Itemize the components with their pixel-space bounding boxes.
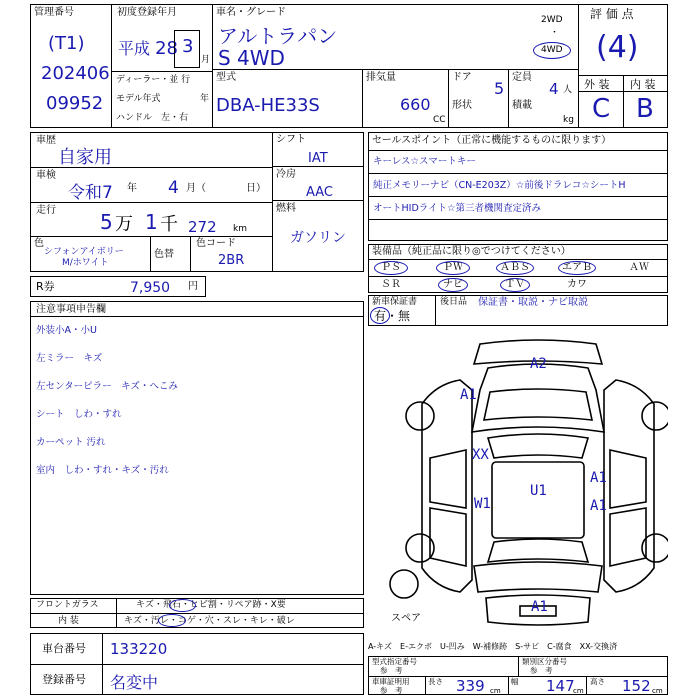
damage-mark-a2: A2 (530, 356, 547, 372)
shift-label: シフト (276, 134, 306, 145)
equip-abs-circle (496, 261, 534, 275)
ac-value: AAC (306, 185, 333, 200)
note-4: シート しわ・すれ (36, 409, 122, 420)
reg-month: 3 (182, 36, 194, 57)
later-items-label: 後日品 (440, 297, 468, 307)
eval-score: (4) (596, 30, 639, 65)
insp-month: 4 (168, 178, 179, 198)
top-section (30, 4, 668, 128)
equip-airbag-circle (558, 261, 596, 275)
mileage-man: 5 (100, 210, 113, 234)
width-value: 147 (546, 677, 575, 695)
first-reg-label: 初度登録年月 (117, 7, 177, 18)
height-label: 高さ (590, 677, 605, 686)
history-value: 自家用 (58, 147, 112, 168)
model-year-label: モデル年式 (116, 94, 161, 104)
eval-label: 評 価 点 (590, 7, 634, 21)
insp-year-unit: 年 (127, 183, 137, 194)
chassis-value: 133220 (110, 640, 168, 658)
height-unit: cm (652, 687, 663, 695)
repaint-label: 色替 (154, 249, 174, 260)
damage-mark-a1-rear: A1 (531, 599, 548, 615)
equip-leather: カワ (567, 279, 587, 290)
recycle-label: R券 (36, 280, 55, 293)
first-reg-value (118, 36, 178, 59)
equip-navi-circle (438, 278, 468, 292)
displacement-value: 660 (400, 95, 431, 114)
door-label: ドア (452, 72, 472, 83)
mgmt-code: (T1) (48, 33, 85, 54)
ext-grade: C (592, 94, 611, 124)
car-diagram (368, 330, 668, 630)
mileage-man-unit: 万 (115, 214, 133, 235)
car-name-label: 車名・グレード (216, 7, 286, 18)
damage-legend: A-キズ E-エクボ U-凹み W-補修跡 S-サビ C-腐食 XX-交換済 (368, 642, 618, 651)
shift-value: IAT (308, 151, 328, 166)
mileage-unit: km (233, 224, 247, 234)
reg-year: 28 (155, 38, 179, 59)
history-label: 車歴 (36, 135, 56, 146)
damage-mark-w1: W1 (474, 496, 491, 512)
color-label: 色 (34, 238, 44, 249)
mgmt-number-label: 管理番号 (34, 7, 74, 18)
era: 平成 (118, 39, 151, 58)
type-value: DBA-HE33S (216, 95, 320, 116)
warranty-no: 無 (398, 309, 411, 323)
color-value-1: シフォンアイボリー (44, 247, 124, 257)
equip-pw-circle (436, 261, 470, 275)
equip-ps: ＰＳ (381, 262, 401, 273)
insp-day-unit: 日） (246, 183, 266, 194)
note-6: 室内 しわ・すれ・キズ・汚れ (36, 465, 169, 476)
displacement-label: 排気量 (366, 72, 396, 83)
recycle-unit: 円 (188, 281, 198, 292)
displacement-unit: CC (433, 115, 446, 125)
cert-ref: 参 考 (380, 686, 403, 695)
dealer-label: ディーラー・並 行 (116, 75, 191, 85)
damage-mark-u1: U1 (530, 483, 547, 499)
sales-point-2: 純正メモリーナビ（CN-E203Z）☆前後ドラレコ☆シートH (373, 180, 626, 191)
equip-ps-circle (374, 261, 408, 275)
drive-4wd-circle (533, 42, 571, 59)
reg-number-label: 登録番号 (42, 673, 86, 686)
capacity-value: 4 (549, 80, 559, 98)
drive-2wd: 2WD (541, 15, 563, 25)
type-designation-label: 型式指定番号 (372, 657, 417, 666)
equip-tv-circle (500, 278, 530, 292)
recycle-box (30, 276, 206, 297)
category-ref: 参 考 (530, 666, 553, 675)
car-grade: S 4WD (218, 46, 285, 70)
equip-airbag: エアＢ (562, 262, 592, 273)
interior-dirt-circle (158, 614, 186, 627)
notes-section (30, 301, 364, 595)
damage-mark-xx: XX (472, 447, 489, 463)
warranty-label: 新車保証書 (372, 297, 418, 307)
drive-4wd: 4WD (541, 45, 563, 55)
reg-number-value: 名変中 (110, 673, 159, 692)
mileage-sen-unit: 千 (160, 214, 178, 235)
type-designation-ref: 参 考 (380, 666, 403, 675)
capacity-unit: 人 (563, 85, 573, 95)
spare-label: スペア (391, 613, 421, 624)
inspection-value (68, 178, 113, 203)
ac-label: 冷房 (276, 169, 296, 180)
shape-label: 形状 (452, 100, 472, 111)
color-code-value: 2BR (218, 253, 245, 268)
capacity-label: 定員 (512, 72, 532, 83)
warranty-yes: 有 (374, 309, 387, 323)
equip-sr: ＳＲ (381, 279, 401, 290)
handle-label: ハンドル 左・右 (116, 113, 189, 123)
warranty-yes-circle (370, 307, 390, 324)
damage-mark-a1-left: A1 (460, 387, 477, 403)
equip-navi: ナビ (443, 279, 463, 290)
front-glass-label: フロントガラス (36, 600, 99, 610)
equip-aw: ＡＷ (629, 262, 649, 273)
interior-values: キズ・汚レ・コゲ・穴・スレ・キレ・破レ (124, 616, 295, 626)
load-unit: kg (563, 115, 574, 125)
color-value-2: M/ホワイト (62, 258, 109, 268)
damage-mark-a1-right-1: A1 (590, 470, 607, 486)
equipment-title: 装備品（純正品に限り◎でつけてください） (372, 246, 571, 257)
sales-points-title: セールスポイント（正常に機能するものに限ります） (372, 135, 612, 146)
fuel-value: ガソリン (290, 230, 346, 246)
car-name: アルトラパン (218, 24, 338, 48)
length-label: 長さ (428, 677, 443, 686)
color-code-label: 色コード (196, 238, 236, 249)
insp-era: 令和 (68, 183, 102, 203)
insp-year: 7 (102, 183, 113, 203)
door-value: 5 (494, 79, 505, 98)
width-label: 幅 (511, 677, 519, 686)
category-label: 類別区分番号 (522, 657, 567, 666)
int-grade: B (636, 94, 654, 124)
mileage-rest: 272 (188, 218, 217, 236)
equip-pw: ＰＷ (443, 262, 463, 273)
mgmt-number-2: 09952 (46, 93, 104, 114)
height-value: 152 (622, 677, 651, 695)
interior-label: 内 装 (58, 616, 79, 626)
equip-tv: ＴＶ (505, 279, 525, 290)
fuel-label: 燃料 (276, 203, 296, 214)
recycle-value: 7,950 (130, 280, 171, 296)
chassis-label: 車台番号 (42, 642, 86, 655)
front-glass-chip-circle (169, 599, 196, 612)
front-glass-values: キズ・飛石・ヒビ割・リペア跡・X要 (136, 600, 286, 610)
insp-month-unit: 月（ (186, 183, 206, 194)
cert-label: 車庫証明用 (372, 677, 410, 686)
notes-title: 注意事項申告欄 (36, 304, 106, 315)
month-unit: 月 (201, 55, 211, 65)
width-unit: cm (573, 687, 584, 695)
equip-abs: ＡＢＳ (500, 262, 530, 273)
model-year-unit: 年 (200, 94, 210, 104)
ext-label: 外 装 (584, 78, 610, 91)
inspection-label: 車検 (36, 170, 56, 181)
later-items-value: 保証書・取説・ナビ取説 (478, 297, 588, 308)
note-1: 外装小A・小U (36, 325, 97, 336)
damage-mark-a1-right-2: A1 (590, 498, 607, 514)
length-value: 339 (456, 677, 485, 695)
drive-dot: ・ (550, 28, 560, 38)
note-3: 左センターピラー キズ・へこみ (36, 381, 178, 392)
load-label: 積載 (512, 100, 532, 111)
mileage-sen: 1 (145, 210, 158, 234)
mileage-label: 走行 (36, 205, 56, 216)
int-label: 内 装 (630, 78, 656, 91)
length-unit: cm (490, 687, 501, 695)
warranty-sep: ・ (386, 309, 399, 323)
sales-point-1: キーレス☆スマートキー (373, 156, 476, 167)
note-2: 左ミラー キズ (36, 353, 103, 364)
mgmt-number-1: 202406 (41, 63, 110, 84)
type-label: 型式 (216, 72, 236, 83)
note-5: カーペット 汚れ (36, 437, 106, 448)
sales-point-3: オートHIDライト☆第三者機関査定済み (373, 203, 541, 214)
